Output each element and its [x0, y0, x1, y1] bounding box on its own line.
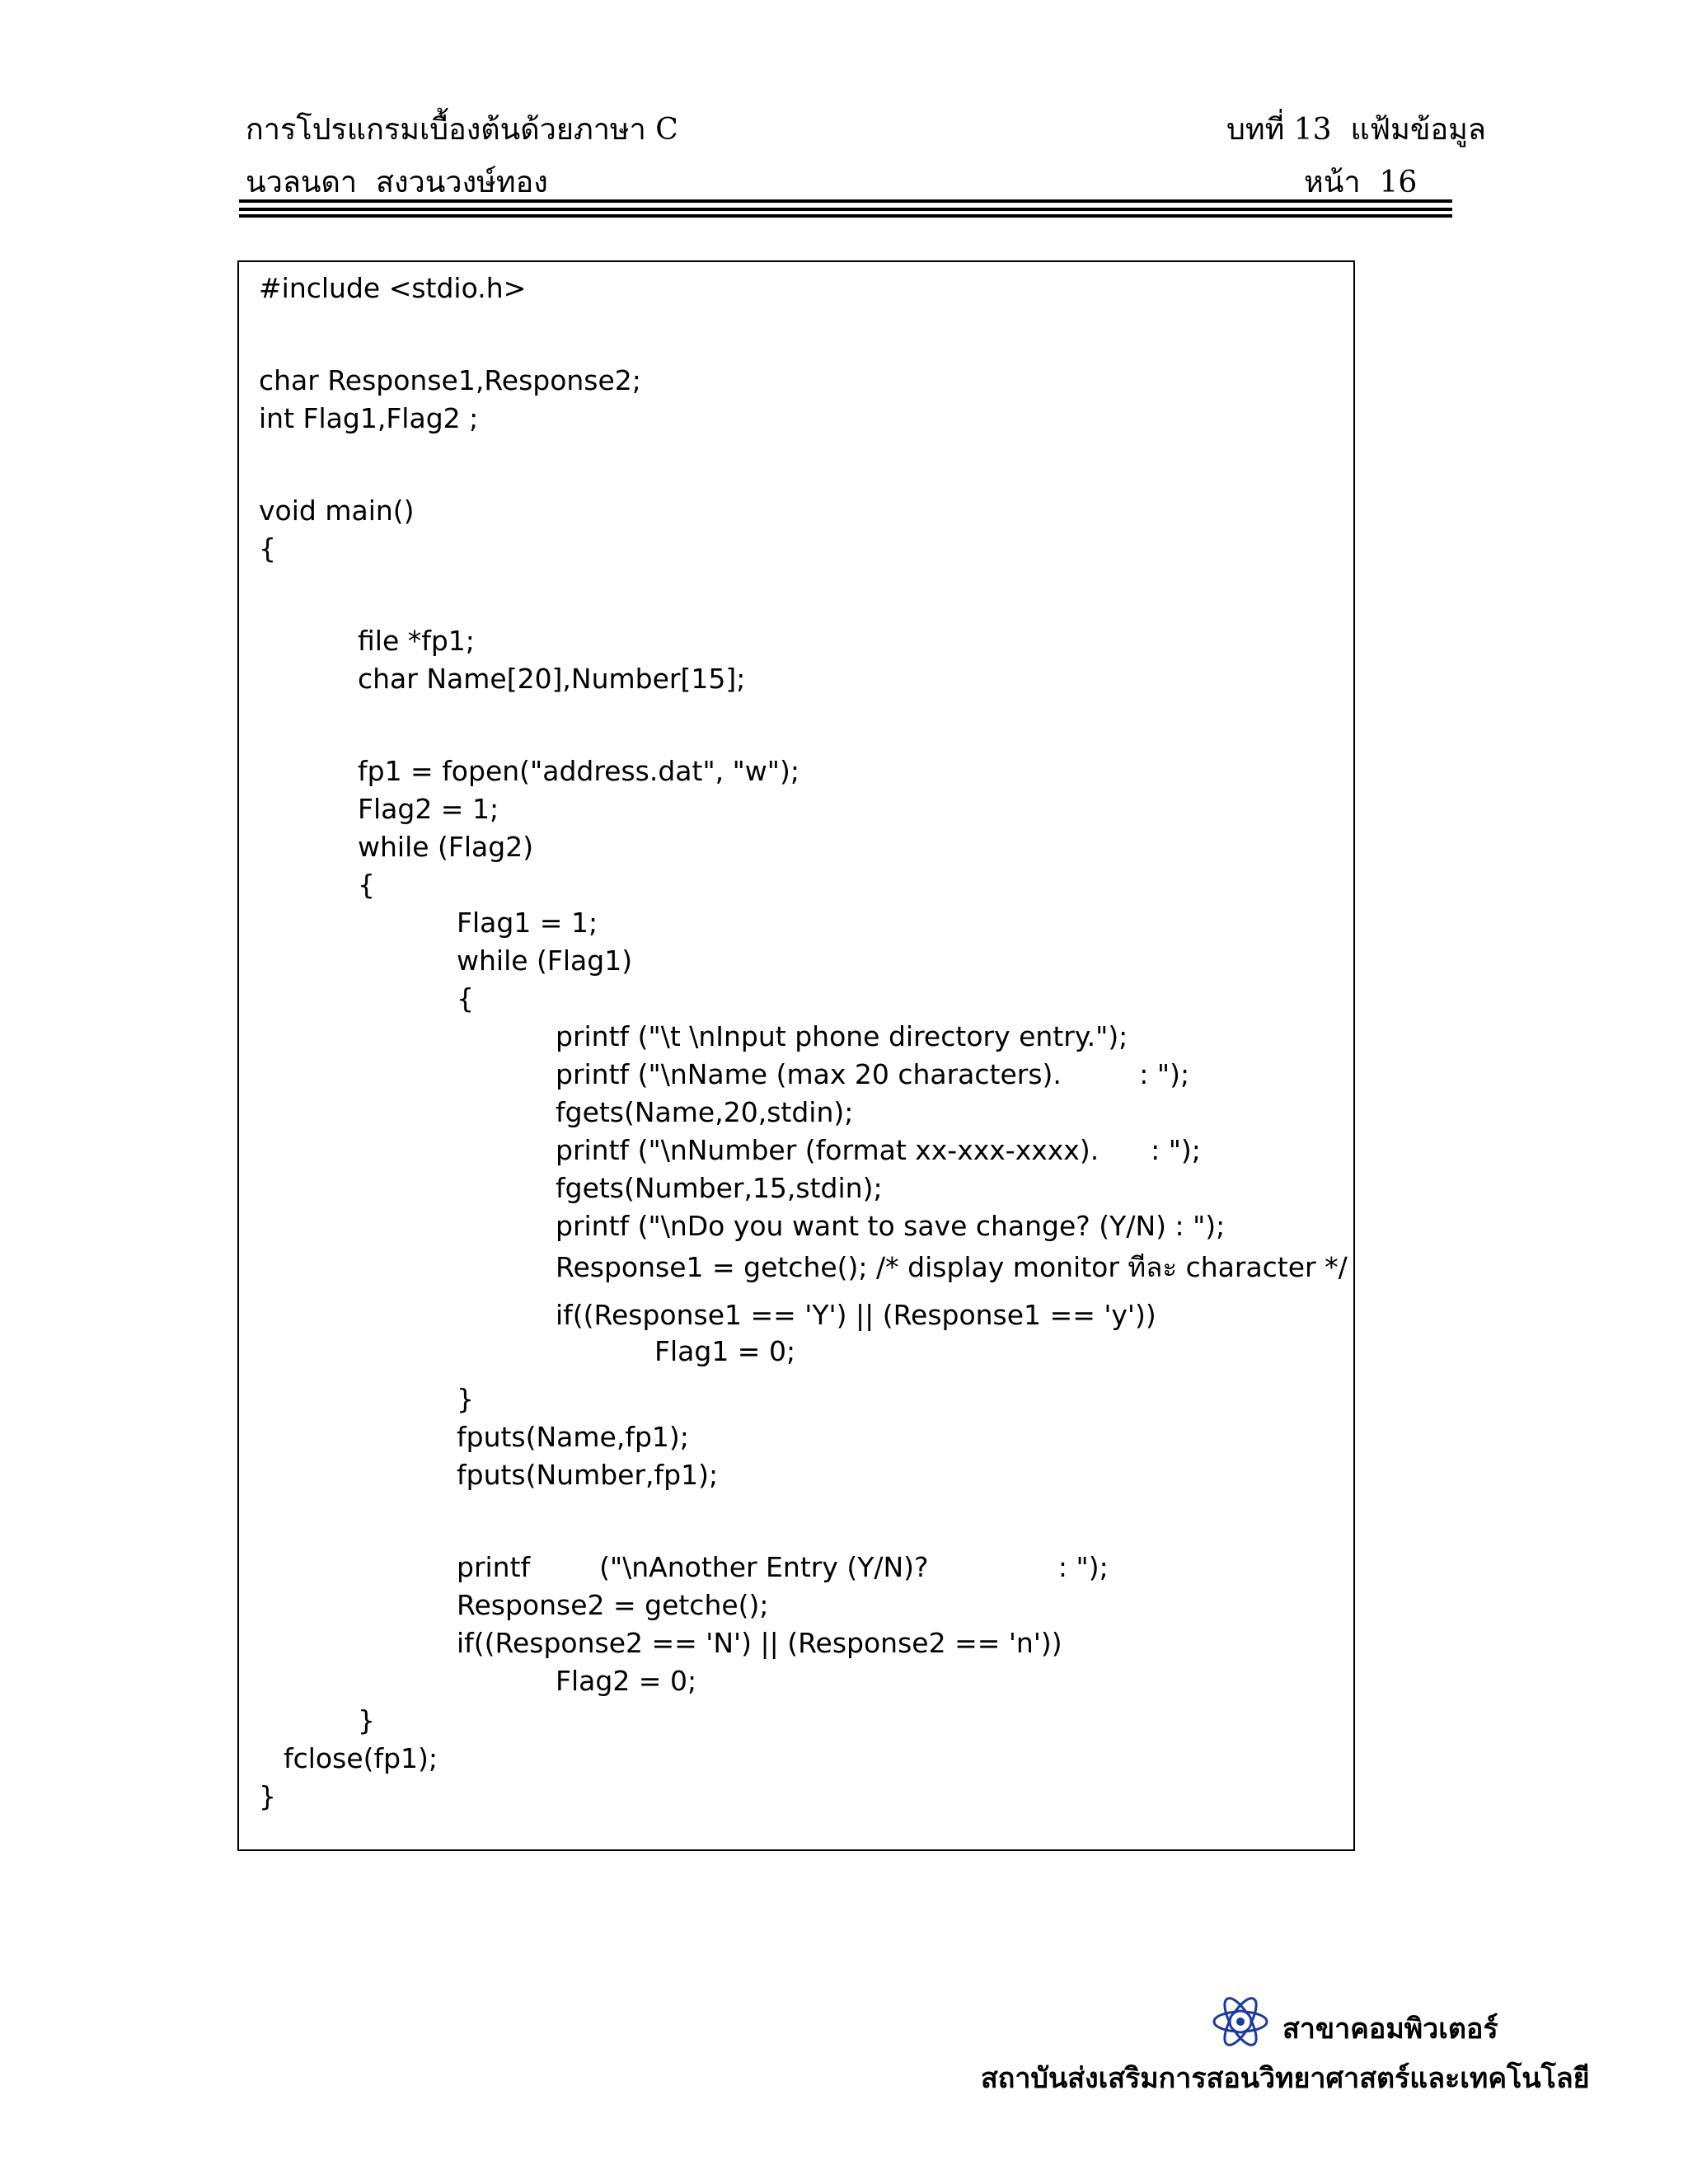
code-line: fputs(Number,fp1);: [457, 1459, 719, 1491]
footer-institute: สถาบันส่งเสริมการสอนวิทยาศาสตร์และเทคโนโลยี: [981, 2062, 1590, 2095]
code-line: Flag1 = 1;: [457, 907, 598, 939]
code-line: }: [457, 1383, 474, 1415]
code-line: printf ("\t \nInput phone directory entry.");: [556, 1020, 1128, 1052]
code-line: fgets(Number,15,stdin);: [556, 1172, 883, 1204]
code-line: char Response1,Response2;: [259, 364, 641, 396]
code-line: Flag2 = 0;: [556, 1665, 697, 1697]
code-line: fclose(fp1);: [284, 1742, 438, 1774]
footer-department: สาขาคอมพิวเตอร์: [1282, 2013, 1498, 2046]
code-line: #include <stdio.h>: [259, 272, 527, 304]
code-listing-box: [237, 260, 1355, 1851]
code-line: printf ("\nName (max 20 characters). : ");: [556, 1058, 1190, 1090]
code-line: while (Flag1): [457, 944, 633, 977]
code-line: {: [457, 982, 474, 1015]
code-line: fputs(Name,fp1);: [457, 1421, 689, 1453]
code-line: {: [259, 532, 276, 565]
header-course-title: การโปรแกรมเบื้องต้นด้วยภาษา C: [246, 113, 678, 147]
code-line: printf ("\nDo you want to save change? (Y/N) : ");: [556, 1210, 1226, 1242]
code-line: }: [358, 1704, 375, 1736]
code-line: Flag2 = 1;: [358, 793, 499, 825]
header-rule-3: [239, 214, 1452, 218]
header-author: นวลนดา สงวนวงษ์ทอง: [246, 166, 548, 199]
code-line: Flag1 = 0;: [654, 1335, 796, 1367]
header-rule-2: [239, 208, 1452, 211]
code-line: Response2 = getche();: [457, 1589, 769, 1621]
code-line: while (Flag2): [358, 831, 534, 863]
code-line: file *fp1;: [358, 625, 475, 657]
code-line: printf ("\nNumber (format xx-xxx-xxxx). : ");: [556, 1134, 1201, 1166]
code-line: Response1 = getche(); /* display monitor ทีละ character */: [556, 1251, 1348, 1283]
code-line: void main(): [259, 494, 415, 527]
code-line: fp1 = fopen("address.dat", "w");: [358, 755, 799, 787]
ipst-atom-logo-icon: [1212, 1993, 1269, 2050]
code-line: char Name[20],Number[15];: [358, 663, 746, 695]
header-page-number: หน้า 16: [1304, 166, 1418, 199]
code-line: {: [358, 869, 375, 901]
code-line: if((Response1 == 'Y') || (Response1 == 'y')): [556, 1299, 1156, 1331]
code-line: }: [259, 1780, 276, 1812]
code-line: if((Response2 == 'N') || (Response2 == 'n')): [457, 1627, 1062, 1659]
code-line: fgets(Name,20,stdin);: [556, 1096, 854, 1128]
header-chapter-title: บทที่ 13 แฟ้มข้อมูล: [1226, 113, 1486, 147]
code-line: printf ("\nAnother Entry (Y/N)? : ");: [457, 1551, 1109, 1583]
code-line: int Flag1,Flag2 ;: [259, 402, 479, 434]
header-rule-1: [239, 199, 1452, 203]
